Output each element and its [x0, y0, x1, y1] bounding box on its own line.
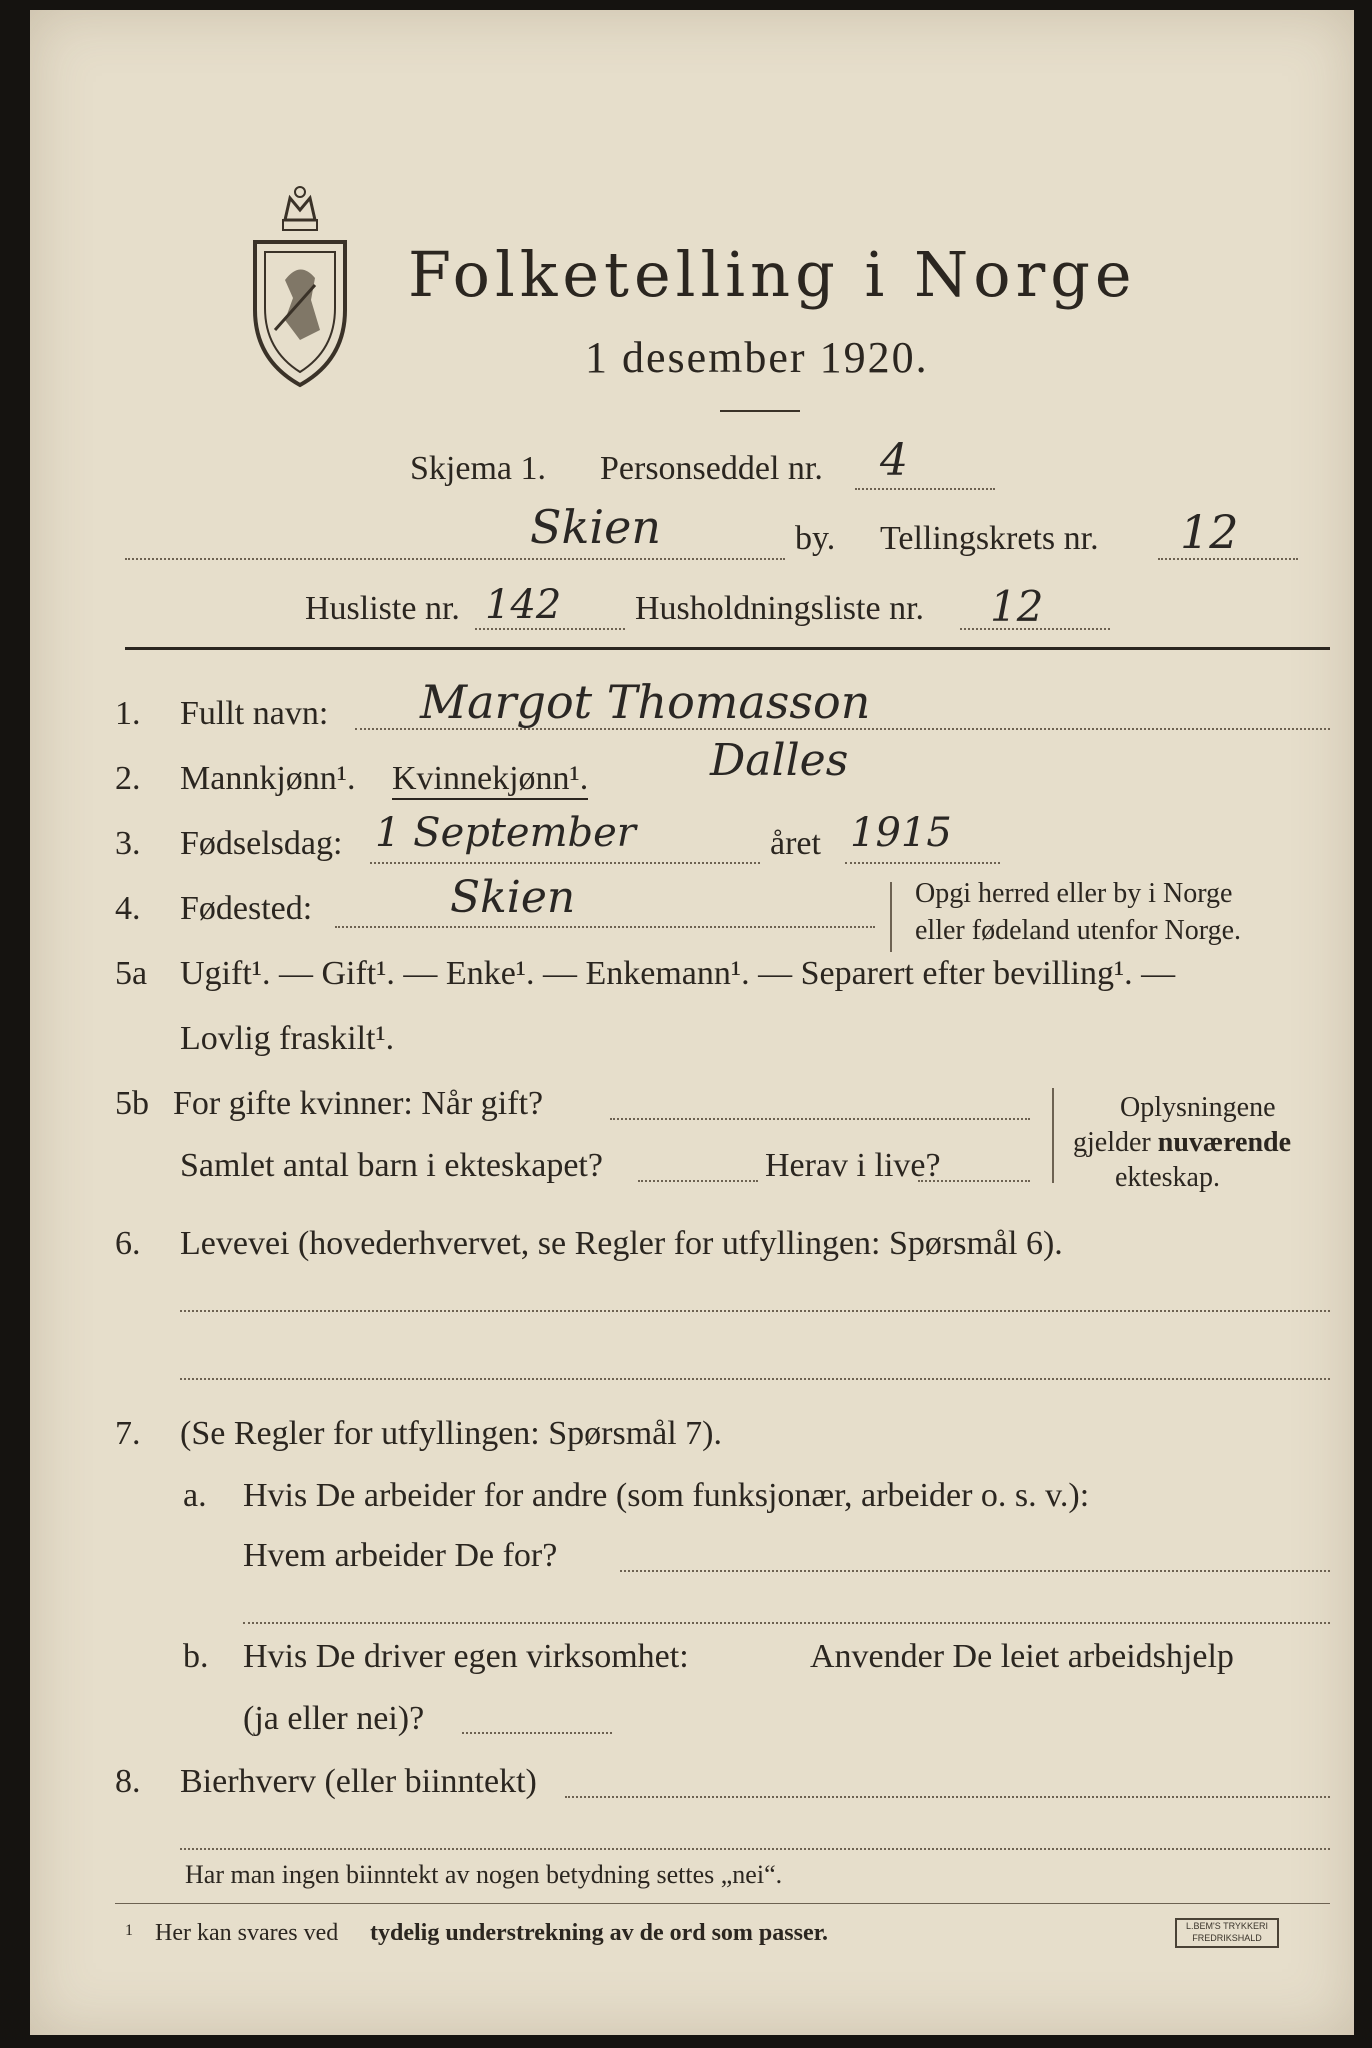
q4-label: Fødested:: [180, 890, 313, 927]
husholdningsliste-label: Husholdningsliste nr.: [635, 590, 925, 627]
q5b-note-line1: Oplysningene: [1120, 1092, 1276, 1123]
q8-label: Bierhverv (eller biinntekt): [180, 1763, 537, 1800]
q7a-line2: Hvem arbeider De for?: [243, 1537, 558, 1574]
q5b-children-line: [638, 1180, 758, 1182]
q8-number: 8.: [115, 1763, 141, 1800]
q7-label: (Se Regler for utfyllingen: Spørsmål 7).: [180, 1415, 723, 1452]
q2-female-label[interactable]: Kvinnekjønn¹.: [392, 760, 588, 800]
q3-label: Fødselsdag:: [180, 825, 343, 862]
q5b-note-gjelder: gjelder: [1073, 1127, 1151, 1158]
by-label: by.: [795, 520, 836, 557]
husliste-label: Husliste nr.: [305, 590, 460, 627]
q3-number: 3.: [115, 825, 141, 862]
printer-stamp: [1175, 1918, 1279, 1948]
q2-male-label[interactable]: Mannkjønn¹.: [180, 760, 356, 797]
q5b-children-label: Samlet antal barn i ekteskapet?: [180, 1147, 603, 1184]
tellingskrets-label: Tellingskrets nr.: [880, 520, 1099, 557]
q1-name-value[interactable]: Margot Thomasson: [420, 675, 871, 729]
no-income-note: Har man ingen biinntekt av nogen betydning settes „nei“.: [185, 1860, 783, 1889]
coat-of-arms-emblem: [245, 180, 355, 390]
printer-line1: L.BEM'S TRYKKERI: [1186, 1921, 1268, 1931]
city-line: [125, 558, 785, 560]
q3-line: [370, 862, 760, 864]
census-date: 1 desember 1920.: [585, 333, 929, 382]
q3-year-label: året: [770, 825, 821, 862]
q3-date-value[interactable]: 1 September: [375, 810, 636, 856]
q6-line-1[interactable]: [180, 1310, 1330, 1312]
q5b-note-line2: [1073, 1127, 1291, 1159]
footnote-text-a: Her kan svares ved: [155, 1920, 339, 1946]
personseddel-line: [855, 488, 995, 490]
q2-number: 2.: [115, 760, 141, 797]
q5b-note-nuvaerende: nuværende: [1157, 1127, 1292, 1158]
personseddel-value[interactable]: 4: [880, 435, 908, 486]
schema-label: Skjema 1.: [410, 450, 546, 487]
q7a-letter: a.: [183, 1477, 207, 1514]
q7b-line2: (ja eller nei)?: [243, 1700, 425, 1737]
q6-line-2[interactable]: [180, 1378, 1330, 1380]
q5b-alive-label: Herav i live?: [765, 1147, 941, 1184]
q3-year-value[interactable]: 1915: [850, 810, 952, 856]
q8-answer-line[interactable]: [565, 1796, 1330, 1798]
q7b-answer-line[interactable]: [462, 1732, 612, 1734]
husliste-line: [475, 628, 625, 630]
q1-number: 1.: [115, 695, 141, 732]
tellingskrets-value[interactable]: 12: [1180, 505, 1239, 559]
q7-number: 7.: [115, 1415, 141, 1452]
q4-note-line2: eller fødeland utenfor Norge.: [915, 915, 1242, 946]
q4-line: [335, 926, 875, 928]
q7b-line1a: Hvis De driver egen virksomhet:: [243, 1638, 689, 1675]
q7b-line1b: Anvender De leiet arbeidshjelp: [810, 1638, 1234, 1675]
q4-number: 4.: [115, 890, 141, 927]
q8-answer-line-2[interactable]: [180, 1848, 1330, 1850]
q3-year-line: [845, 862, 1000, 864]
q5b-number: 5b: [115, 1085, 149, 1122]
q5a-option-divorced[interactable]: Lovlig fraskilt¹.: [180, 1020, 395, 1057]
title-divider: [720, 410, 800, 412]
q1-name-value-2[interactable]: Dalles: [710, 735, 849, 786]
printer-line2: FREDRIKSHALD: [1192, 1933, 1262, 1943]
q7a-line1: Hvis De arbeider for andre (som funksjonær, arbeider o. s. v.):: [243, 1477, 1090, 1514]
husholdningsliste-value[interactable]: 12: [990, 582, 1044, 631]
q4-place-value[interactable]: Skien: [450, 872, 576, 923]
q4-note-brace: [890, 882, 892, 952]
q6-number: 6.: [115, 1225, 141, 1262]
footnote-divider: [115, 1903, 1330, 1904]
q5b-married-line: [610, 1118, 1030, 1120]
q5a-options[interactable]: Ugift¹. — Gift¹. — Enke¹. — Enkemann¹. — Separert efter bevilling¹. —: [180, 955, 1176, 992]
header-divider: [125, 647, 1330, 650]
husliste-value[interactable]: 142: [485, 582, 562, 628]
census-form: [30, 10, 1354, 2035]
q5b-married-when-label: For gifte kvinner: Når gift?: [173, 1085, 544, 1122]
q7b-letter: b.: [183, 1638, 209, 1675]
q6-label: Levevei (hovederhvervet, se Regler for utfyllingen: Spørsmål 6).: [180, 1225, 1063, 1262]
q7a-answer-line[interactable]: [620, 1570, 1330, 1572]
form-title: Folketelling i Norge: [408, 238, 1137, 311]
q5a-number: 5a: [115, 955, 148, 992]
personseddel-label: Personseddel nr.: [600, 450, 823, 487]
city-value[interactable]: Skien: [530, 500, 661, 554]
q5b-note-line3: ekteskap.: [1115, 1162, 1220, 1193]
footnote-text-b: tydelig understrekning av de ord som passer.: [370, 1920, 829, 1946]
q5b-note-brace: [1052, 1088, 1054, 1183]
q5b-alive-line: [918, 1180, 1030, 1182]
q1-label: Fullt navn:: [180, 695, 329, 732]
q7a-answer-line-2[interactable]: [243, 1622, 1330, 1624]
footnote-mark: 1: [125, 1922, 133, 1939]
q4-note-line1: Opgi herred eller by i Norge: [915, 878, 1233, 909]
